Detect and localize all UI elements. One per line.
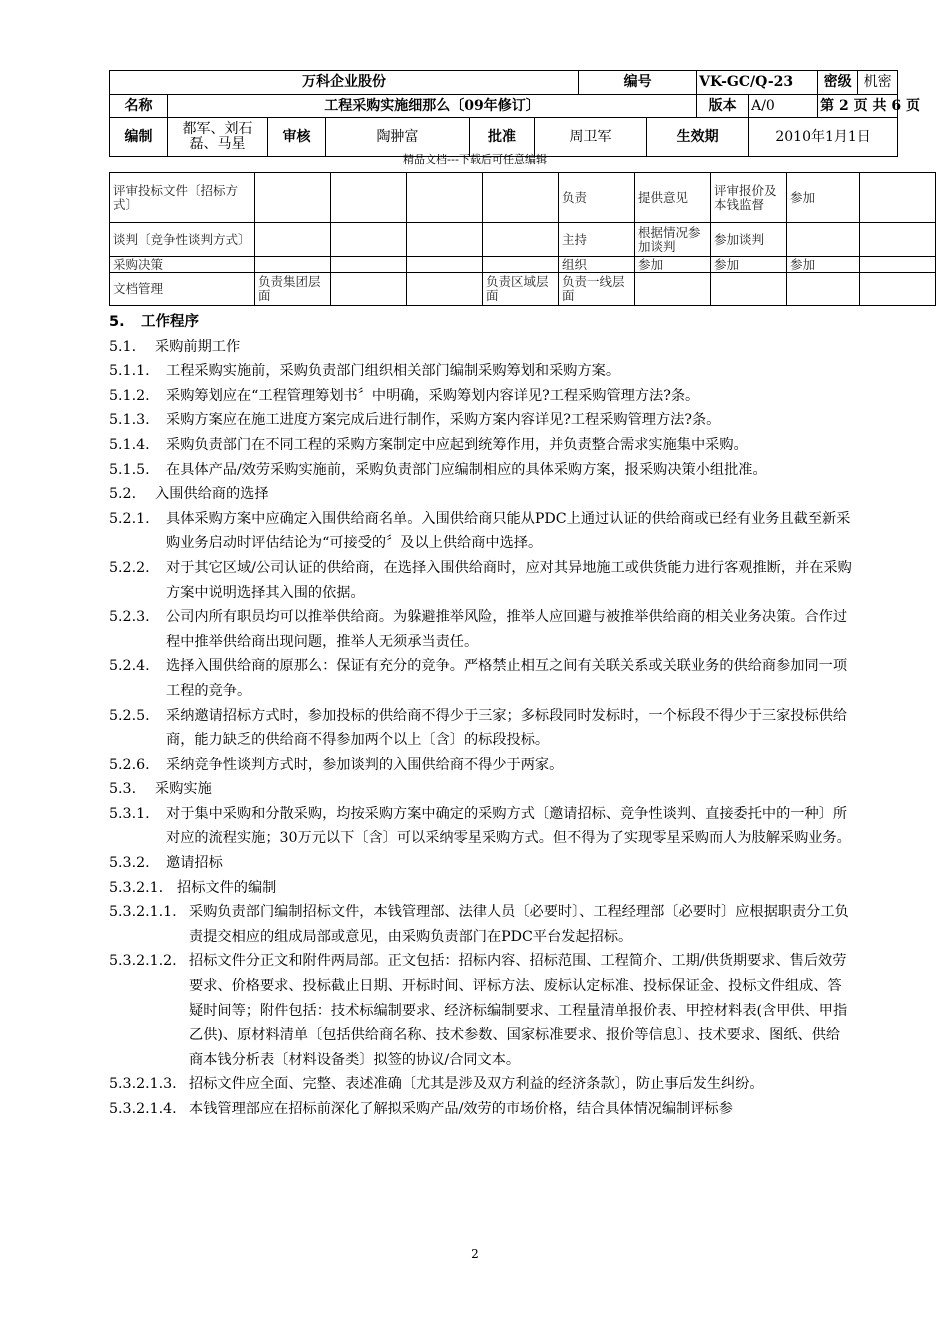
responsibility-cell: 评审报价及本钱监督 [711,173,787,223]
section-number: 5.2.5. [109,707,150,724]
section-number: 5.1.2. [109,387,150,404]
approve-value: 周卫军 [535,118,647,157]
section-text: 公司内所有职员均可以推举供给商。为躲避推举风险，推举人应回避与被推举供给商的相关业务决策。合作过程中推举供给商出现问题，推举人无须承当责任。 [166,609,848,650]
name-label: 名称 [110,95,168,118]
section-paragraph [109,433,854,458]
responsibility-cell: 参加 [635,257,711,273]
responsibility-cell: 负责区域层面 [483,273,559,306]
section-number: 5.2.2. [109,559,150,576]
responsibility-cell [483,173,559,223]
responsibility-cell: 负责集团层面 [255,273,331,306]
responsibility-cell [787,223,860,257]
responsibility-cell [255,223,331,257]
responsibility-cell [255,173,331,223]
section-text: 招标文件分正文和附件两局部。正文包括：招标内容、招标范围、工程简介、工期/供货期要求、售后效劳要求、价格要求、投标截止日期、开标时间、评标方法、废标认定标准、投标保证金、投标文件组成、答疑时间等；附件包括：技术标编制要求、经济标编制要求、工程量清单报价表、甲控材料表(含甲供、甲指乙供)、原材料清单〔包括供给商名称、技术参数、国家标准要求、报价等信息〕、技术要求、图纸、供给商本钱分析表〔材料设备类〕拟签的协议/合同文本。 [189,953,848,1068]
activity-cell: 文档管理 [110,273,255,306]
document-body [109,310,854,1122]
responsibility-cell [860,223,936,257]
section-number: 5. [109,314,125,330]
section-paragraph [109,384,854,409]
section-text: 入围供给商的选择 [155,486,269,503]
section-number: 5.2.4. [109,658,150,675]
section-text: 采购方案应在施工进度方案完成后进行制作，采购方案内容详见?工程采购管理方法?条。 [166,412,721,429]
company-name: 万科企业股份 [110,71,579,95]
section-number: 5.1. [109,338,137,355]
section-text: 采购前期工作 [155,338,241,355]
version-value: A/0 [749,95,818,118]
section-paragraph [109,753,854,778]
responsibility-cell: 参加谈判 [711,223,787,257]
section-paragraph [109,777,854,802]
section-text: 本钱管理部应在招标前深化了解拟采购产品/效劳的市场价格，结合具体情况编制评标参 [189,1101,733,1117]
section-text: 工程采购实施前，采购负责部门组织相关部门编制采购筹划和采购方案。 [166,363,621,380]
document-header-table [109,70,920,157]
responsibility-cell: 根据情况参加谈判 [635,223,711,257]
section-number: 5.3.2.1.1. [109,904,177,921]
responsibility-cell [331,273,407,306]
section-paragraph [109,654,854,703]
responsibility-cell: 参加 [787,173,860,223]
secret-label: 密级 [818,71,858,94]
responsibility-cell [255,257,331,273]
table-row [110,173,936,223]
section-number: 5.1.1. [109,363,150,380]
responsibility-cell [407,257,483,273]
section-text: 招标文件的编制 [177,879,277,896]
section-text: 采纳邀请招标方式时，参加投标的供给商不得少于三家；多标段同时发标时，一个标段不得少于三家投标供给商，能力缺乏的供给商不得参加两个以上〔含〕的标段投标。 [166,707,848,749]
download-note: 精品文档---下载后可任意编辑 [403,153,547,166]
section-paragraph [109,1072,854,1097]
table-row [110,273,936,306]
secret-value: 机密 [863,74,892,90]
responsibility-cell [860,257,936,273]
responsibility-cell: 主持 [559,223,635,257]
section-number: 5.1.3. [109,412,150,429]
responsibility-table [109,172,936,306]
author-label: 编制 [110,118,168,157]
responsibility-cell: 参加 [711,257,787,273]
section-paragraph [109,458,854,483]
section-paragraph [109,335,854,360]
responsibility-cell [407,223,483,257]
responsibility-cell [407,273,483,306]
section-paragraph [109,310,854,335]
section-paragraph [109,900,854,949]
responsibility-cell [407,173,483,223]
section-paragraph [109,408,854,433]
responsibility-cell [331,257,407,273]
responsibility-cell [860,273,936,306]
section-paragraph [109,359,854,384]
section-number: 5.2. [109,486,137,503]
approve-label: 批准 [470,118,535,157]
responsibility-cell [483,223,559,257]
section-paragraph [109,802,854,851]
section-number: 5.2.6. [109,756,150,773]
responsibility-cell: 负责一线层面 [559,273,635,306]
section-paragraph [109,851,854,876]
section-paragraph [109,507,854,556]
section-number: 5.3.2.1.2. [109,953,177,970]
effective-label: 生效期 [647,118,749,157]
section-text: 对于集中采购和分散采购，均按采购方案中确定的采购方式〔邀请招标、竞争性谈判、直接委托中的一种〕所对应的流程实施；30万元以下〔含〕可以采纳零星采购方式。但不得为了实现零星采购而人为肢解采购业务。 [166,805,851,847]
section-text: 在具体产品/效劳采购实施前，采购负责部门应编制相应的具体采购方案，报采购决策小组批准。 [166,461,767,478]
version-label: 版本 [697,95,749,118]
section-number: 5.1.4. [109,436,150,453]
responsibility-cell [331,173,407,223]
section-number: 5.3.2. [109,855,150,872]
code-label: 编号 [579,71,697,95]
document-title: 工程采购实施细那么〔09年修订〕 [168,95,697,118]
table-row [110,223,936,257]
section-paragraph [109,704,854,753]
section-number: 5.3. [109,781,137,798]
responsibility-cell [860,173,936,223]
section-text: 采购负责部门编制招标文件，本钱管理部、法律人员〔必要时〕、工程经理部〔必要时〕应根据职责分工负责提交相应的组成局部或意见，由采购负责部门在PDC平台发起招标。 [189,904,849,945]
responsibility-cell [483,257,559,273]
section-paragraph [109,876,854,901]
section-number: 5.3.1. [109,805,150,822]
activity-cell: 采购决策 [110,257,255,273]
responsibility-cell: 提供意见 [635,173,711,223]
responsibility-cell: 负责 [559,173,635,223]
section-text: 对于其它区域/公司认证的供给商，在选择入围供给商时，应对其异地施工或供货能力进行客观推断，并在采购方案中说明选择其入围的依据。 [166,559,852,601]
page-number: 2 [471,1247,479,1261]
activity-cell: 评审投标文件〔招标方式〕 [110,173,255,223]
section-paragraph [109,605,854,654]
section-text: 采购负责部门在不同工程的采购方案制定中应起到统筹作用，并负责整合需求实施集中采购。 [166,436,748,453]
section-text: 采购实施 [155,781,212,798]
section-paragraph [109,556,854,605]
section-text: 工作程序 [141,314,199,330]
section-text: 选择入围供给商的原那么：保证有充分的竞争。严格禁止相互之间有关联关系或关联业务的供给商参加同一项工程的竞争。 [166,658,848,699]
activity-cell: 谈判〔竞争性谈判方式〕 [110,223,255,257]
responsibility-cell: 参加 [787,257,860,273]
section-paragraph [109,482,854,507]
review-label: 审核 [268,118,326,157]
section-paragraph [109,949,854,1072]
responsibility-cell [711,273,787,306]
responsibility-cell [331,223,407,257]
effective-value: 2010年1月1日 [749,118,898,157]
section-text: 采购筹划应在“工程管理筹划书〞中明确，采购筹划内容详见?工程采购管理方法?条。 [166,387,700,404]
section-text: 招标文件应全面、完整、表述准确〔尤其是涉及双方利益的经济条款〕，防止事后发生纠纷。 [189,1076,764,1093]
author-value: 都军、刘石磊、马星 [168,118,268,157]
section-number: 5.2.3. [109,609,150,626]
section-number: 5.1.5. [109,461,150,478]
section-text: 具体采购方案中应确定入围供给商名单。入围供给商只能从PDC上通过认证的供给商或已经有业务且截至新采购业务启动时评估结论为“可接受的〞及以上供给商中选择。 [166,510,851,552]
section-text: 邀请招标 [166,855,223,872]
responsibility-cell [787,273,860,306]
section-number: 5.3.2.1.4. [109,1101,177,1117]
responsibility-cell [635,273,711,306]
section-number: 5.3.2.1.3. [109,1076,177,1093]
section-paragraph [109,1097,854,1122]
section-number: 5.3.2.1. [109,879,164,896]
code-value: VK-GC/Q-23 [697,71,818,95]
table-row [110,257,936,273]
section-number: 5.2.1. [109,510,150,527]
section-text: 采纳竞争性谈判方式时，参加谈判的入围供给商不得少于两家。 [166,756,564,773]
review-value: 陶翀富 [326,118,470,157]
page-info: 第 2 页 共 6 页 [818,95,898,118]
responsibility-cell: 组织 [559,257,635,273]
